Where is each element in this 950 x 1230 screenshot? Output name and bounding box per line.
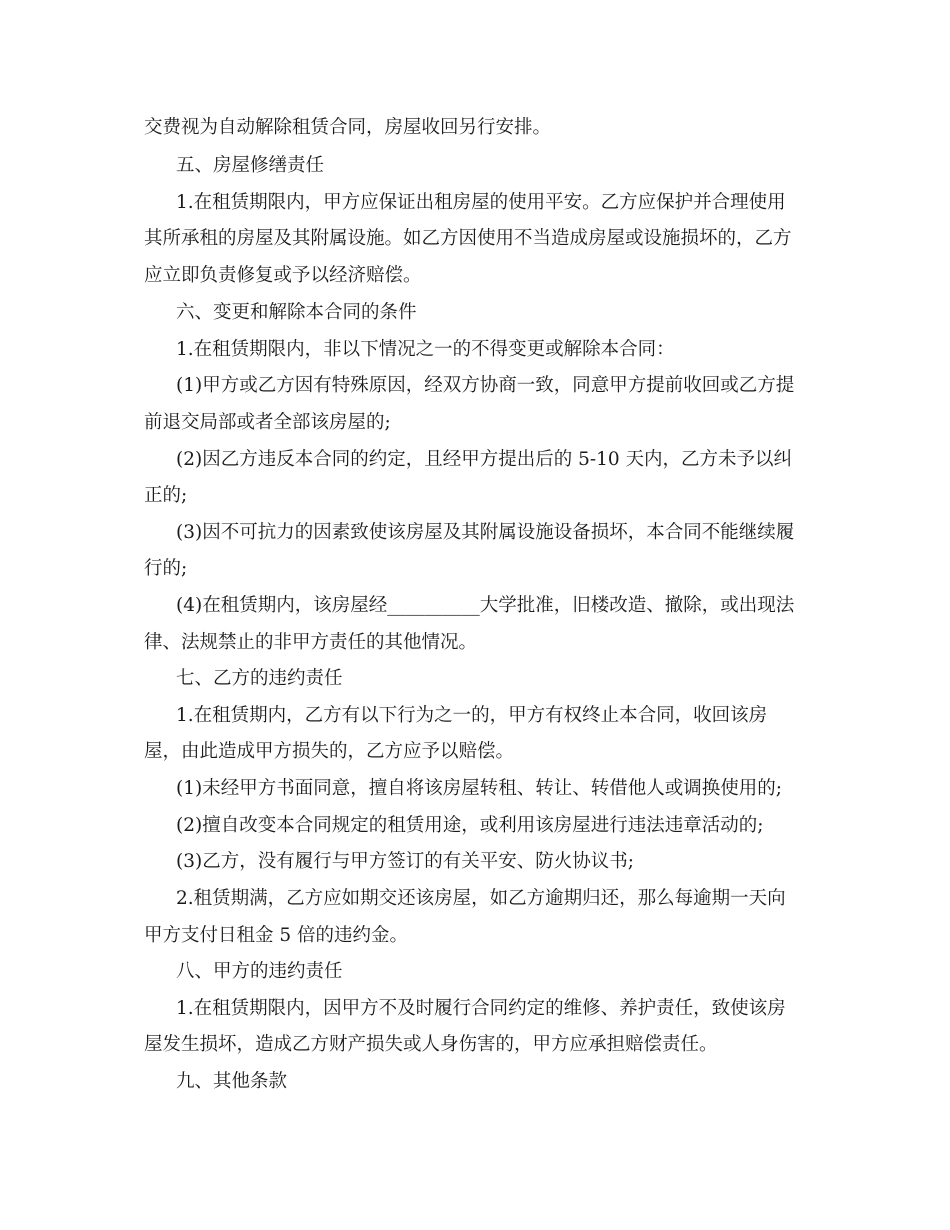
paragraph-line: (2)擅自改变本合同规定的租赁用途，或利用该房屋进行违法违章活动的; (176, 815, 764, 836)
section-heading: 七、乙方的违约责任 (176, 668, 343, 689)
paragraph-line: 1.在租赁期内，乙方有以下行为之一的，甲方有权终止本合同，收回该房 (176, 705, 768, 726)
section-heading: 八、甲方的违约责任 (176, 961, 343, 982)
paragraph-line: 1.在租赁期限内，因甲方不及时履行合同约定的维修、养护责任，致使该房 (176, 998, 786, 1019)
section-heading: 五、房屋修缮责任 (176, 155, 325, 176)
paragraph-line: 屋发生损坏，造成乙方财产损失或人身伤害的，甲方应承担赔偿责任。 (144, 1034, 718, 1055)
paragraph-line: 正的; (144, 485, 188, 506)
paragraph-line: 行的; (144, 558, 188, 579)
section-heading: 六、变更和解除本合同的条件 (176, 302, 417, 323)
paragraph-line: 前退交局部或者全部该房屋的; (144, 412, 391, 433)
paragraph-line: 屋，由此造成甲方损失的，乙方应予以赔偿。 (144, 741, 515, 762)
paragraph-line: 律、法规禁止的非甲方责任的其他情况。 (144, 632, 478, 653)
paragraph-line: 甲方支付日租金 5 倍的违约金。 (144, 925, 409, 946)
section-heading: 九、其他条款 (176, 1071, 288, 1092)
paragraph-line: 2.租赁期满，乙方应如期交还该房屋，如乙方逾期归还，那么每逾期一天向 (176, 888, 786, 909)
paragraph-line: 应立即负责修复或予以经济赔偿。 (144, 265, 422, 286)
paragraph-line: (3)乙方，没有履行与甲方签订的有关平安、防火协议书; (176, 851, 634, 872)
paragraph-line: (4)在租赁期内，该房屋经__________大学批准，旧楼改造、撤除，或出现法 (176, 595, 795, 616)
paragraph-line: (1)未经甲方书面同意，擅自将该房屋转租、转让、转借他人或调换使用的; (176, 778, 782, 799)
paragraph-line: (1)甲方或乙方因有特殊原因，经双方协商一致，同意甲方提前收回或乙方提 (176, 375, 795, 396)
paragraph-line: 1.在租赁期限内，甲方应保证出租房屋的使用平安。乙方应保护并合理使用 (176, 192, 786, 213)
paragraph-line: (3)因不可抗力的因素致使该房屋及其附属设施设备损坏，本合同不能继续履 (176, 522, 795, 543)
paragraph-line: 其所承租的房屋及其附属设施。如乙方因使用不当造成房屋或设施损坏的，乙方 (144, 228, 792, 249)
paragraph-line: (2)因乙方违反本合同的约定，且经甲方提出后的 5-10 天内，乙方未予以纠 (176, 449, 793, 470)
paragraph-line: 交费视为自动解除租赁合同，房屋收回另行安排。 (144, 117, 552, 138)
paragraph-line: 1.在租赁期限内，非以下情况之一的不得变更或解除本合同： (176, 339, 675, 360)
